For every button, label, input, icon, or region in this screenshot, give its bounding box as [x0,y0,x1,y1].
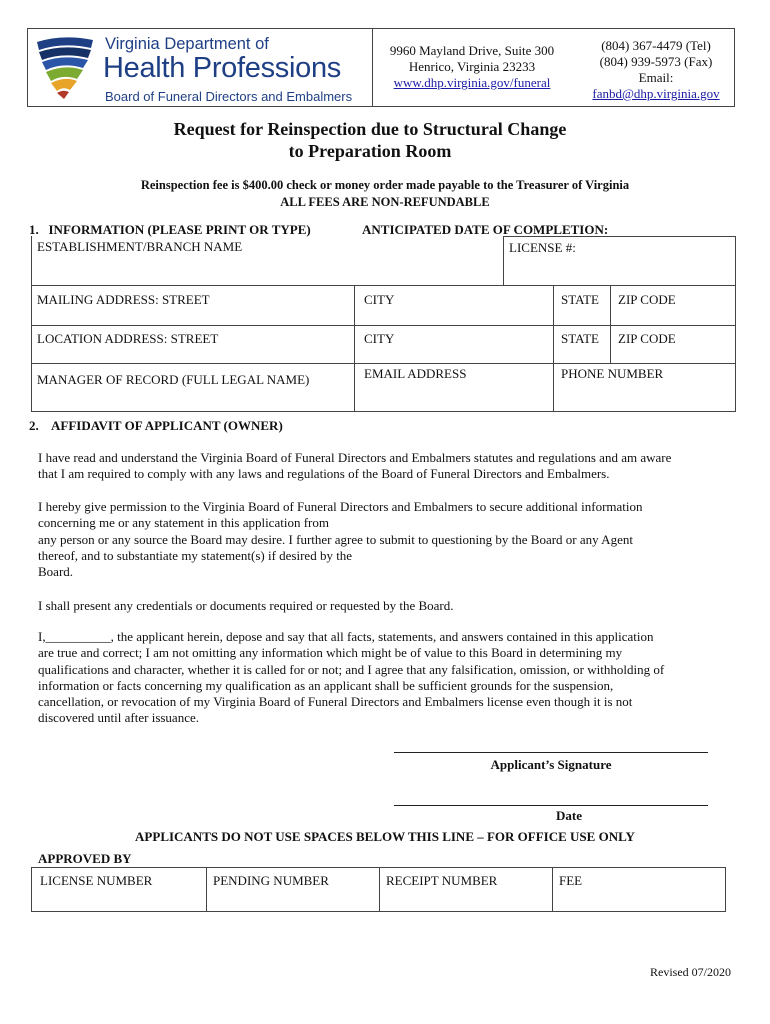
affidavit-paragraph-4 [38,629,726,727]
logo-line1: Virginia Department of [105,35,269,53]
fee-notice-line2: ALL FEES ARE NON-REFUNDABLE [280,195,490,209]
location-state-field[interactable]: STATE [553,325,611,364]
text-line: any person or any source the Board may desire. I further agree to submit to questioning by the Board or any Agent [38,531,633,547]
location-zip-field[interactable]: ZIP CODE [610,325,736,364]
email-link[interactable]: fanbd@dhp.virginia.gov [592,86,720,101]
fee-notice [0,177,770,211]
contact-tel: (804) 367-4479 (Tel) [601,38,711,53]
contact-email-label: Email: [638,70,674,85]
address-line1: 9960 Mayland Drive, Suite 300 [389,43,555,58]
date-line[interactable] [394,805,708,806]
header-divider [372,29,373,106]
mailing-city-field[interactable]: CITY [354,285,554,326]
text-line: concerning me or any statement in this application from [38,515,329,531]
establishment-name-field[interactable]: ESTABLISHMENT/BRANCH NAME [31,236,504,286]
affidavit-paragraph-1 [38,450,726,483]
signature-label: Applicant’s Signature [490,757,612,772]
office-license-number-cell: LICENSE NUMBER [31,867,207,912]
text-line: discovered until after issuance. [38,710,199,726]
office-receipt-number-cell: RECEIPT NUMBER [379,867,553,912]
contact-fax: (804) 939-5973 (Fax) [599,54,713,69]
signature-line[interactable] [394,752,708,753]
logo-line2: Health Professions [103,52,341,84]
title-line2: to Preparation Room [288,141,452,161]
mailing-street-field[interactable]: MAILING ADDRESS: STREET [31,285,355,326]
text-line: qualifications and character, whether it is called for or not; and I agree that any falsification, omission, or withholding of [38,661,665,677]
office-fee-cell: FEE [552,867,726,912]
office-use-notice: APPLICANTS DO NOT USE SPACES BELOW THIS LINE – FOR OFFICE USE ONLY [135,829,635,844]
location-city-field[interactable]: CITY [354,325,554,364]
mailing-state-field[interactable]: STATE [553,285,611,326]
text-line: I,__________, the applicant herein, depose and say that all facts, statements, and answers contained in this application [38,629,654,644]
section1-heading: 1. INFORMATION (PLEASE PRINT OR TYPE) [29,222,311,237]
phone-number-field[interactable]: PHONE NUMBER [553,363,736,412]
logo-line3: Board of Funeral Directors and Embalmers [105,89,353,104]
text-line: are true and correct; I am not omitting any information which might be of value to this Board in determining my [38,645,623,661]
affidavit-paragraph-2 [38,499,726,580]
title-line1: Request for Reinspection due to Structural Change [173,119,567,139]
text-line: I have read and understand the Virginia Board of Funeral Directors and Embalmers statutes and regulations and am aware [38,450,672,465]
fee-notice-line1: Reinspection fee is $400.00 check or money order made payable to the Treasurer of Virginia [140,178,630,192]
page-title [0,118,740,162]
text-line: I hereby give permission to the Virginia Board of Funeral Directors and Embalmers to secure additional information [38,499,643,514]
board-address [378,43,566,91]
text-line: cancellation, or revocation of my Virginia Board of Funeral Directors and Embalmers license even though it is not [38,694,633,710]
office-pending-number-cell: PENDING NUMBER [206,867,380,912]
license-number-field[interactable]: LICENSE #: [503,236,736,286]
email-address-field[interactable]: EMAIL ADDRESS [354,363,554,412]
text-line: thereof, and to substantiate my statement(s) if desired by the [38,547,353,563]
board-contact [576,38,736,102]
mailing-zip-field[interactable]: ZIP CODE [610,285,736,326]
completion-date-label: ANTICIPATED DATE OF COMPLETION: [362,222,609,237]
location-street-field[interactable]: LOCATION ADDRESS: STREET [31,325,355,364]
date-label: Date [556,808,582,823]
dhp-logo [33,32,363,105]
manager-name-field[interactable]: MANAGER OF RECORD (FULL LEGAL NAME) [31,363,355,412]
revision-date: Revised 07/2020 [650,965,731,979]
address-line2: Henrico, Virginia 23233 [408,59,536,74]
text-line: Board. [38,564,74,580]
dhp-emblem-icon [33,34,97,100]
text-line: information or facts concerning my qualification as an applicant shall be sufficient grounds for the suspension, [38,677,614,693]
website-link[interactable]: www.dhp.virginia.gov/funeral [393,75,551,90]
approved-by-label: APPROVED BY [38,851,132,866]
affidavit-paragraph-3: I shall present any credentials or documents required or requested by the Board. [38,598,454,613]
section2-heading: 2. AFFIDAVIT OF APPLICANT (OWNER) [29,418,283,433]
text-line: that I am required to comply with any laws and regulations of the Board of Funeral Directors and Embalmers. [38,466,610,482]
header-box [27,28,735,107]
